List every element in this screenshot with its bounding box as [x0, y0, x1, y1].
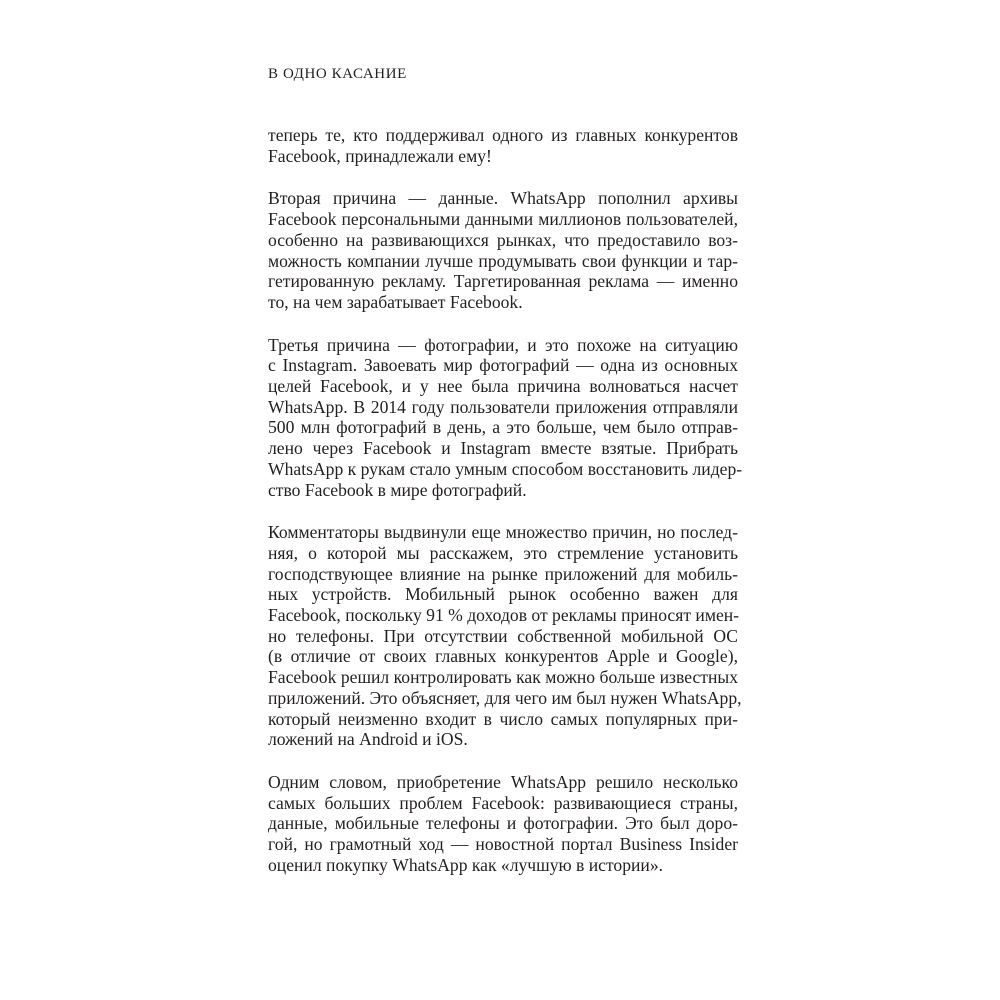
- text-line: 500 млн фотографий в день, а это больше, чем было отправ-: [268, 417, 738, 438]
- text-line: гетированную рекламу. Таргетированная реклама — именно: [268, 271, 738, 292]
- text-line: гой, но грамотный ход — новостной портал Business Insider: [268, 834, 738, 855]
- text-line: особенно на развивающихся рынках, что предоставило воз-: [268, 229, 738, 250]
- text-line: Facebook решил контролировать как можно больше известных: [268, 667, 738, 688]
- text-line: ство Facebook в мире фотографий.: [268, 479, 527, 500]
- text-line: теперь те, кто поддерживал одного из главных конкурентов: [268, 125, 738, 145]
- paragraph: [268, 188, 738, 312]
- text-line: самых больших проблем Facebook: развивающиеся страны,: [268, 792, 738, 813]
- text-line: который неизменно входит в число самых популярных при-: [268, 708, 738, 729]
- text-line: то, на чем зарабатывает Facebook.: [268, 291, 523, 312]
- body-text: [268, 125, 743, 898]
- text-line: (в отличие от своих главных конкурентов Apple и Google),: [268, 646, 738, 667]
- text-line: данные, мобильные телефоны и фотографии. Это был доро-: [268, 813, 738, 834]
- paragraph: [268, 125, 738, 166]
- paragraph: [268, 334, 743, 501]
- text-line: лено через Facebook и Instagram вместе взятые. Прибрать: [268, 438, 738, 459]
- text-line: Вторая причина — данные. WhatsApp пополнил архивы: [268, 188, 738, 209]
- text-line: WhatsApp. В 2014 году пользователи приложения отправляли: [268, 396, 738, 417]
- text-line: Комментаторы выдвинули еще множество причин, но послед-: [268, 522, 738, 543]
- text-line: Одним словом, приобретение WhatsApp решило несколько: [268, 771, 738, 792]
- text-line: ложений на Android и iOS.: [268, 729, 468, 750]
- text-line: Третья причина — фотографии, и это похоже на ситуацию: [268, 334, 738, 355]
- text-line: няя, о которой мы расскажем, это стремление установить: [268, 542, 738, 563]
- paragraph: [268, 772, 738, 876]
- text-line: с Instagram. Завоевать мир фотографий — одна из основных: [268, 355, 738, 376]
- paragraph: [268, 522, 742, 750]
- text-line: но телефоны. При отсутствии собственной мобильной ОС: [268, 625, 738, 646]
- text-line: оценил покупку WhatsApp как «лучшую в истории».: [268, 854, 664, 875]
- text-line: приложений. Это объясняет, для чего им был нужен WhatsApp,: [268, 687, 742, 708]
- running-header: В ОДНО КАСАНИЕ: [268, 66, 407, 82]
- text-line: WhatsApp к рукам стало умным способом восстановить лидер-: [268, 458, 743, 479]
- text-line: Facebook, принадлежали ему!: [268, 145, 492, 166]
- text-line: ных устройств. Мобильный рынок особенно важен для: [268, 584, 738, 605]
- text-line: Facebook, поскольку 91 % доходов от рекламы приносят имен-: [268, 605, 740, 626]
- text-line: Facebook персональными данными миллионов пользователей,: [268, 209, 738, 230]
- text-line: господствующее влияние на рынке приложений для мобиль-: [268, 563, 738, 584]
- text-line: можность компании лучше продумывать свои функции и тар-: [268, 250, 738, 271]
- text-line: целей Facebook, и у нее была причина волноваться насчет: [268, 376, 738, 397]
